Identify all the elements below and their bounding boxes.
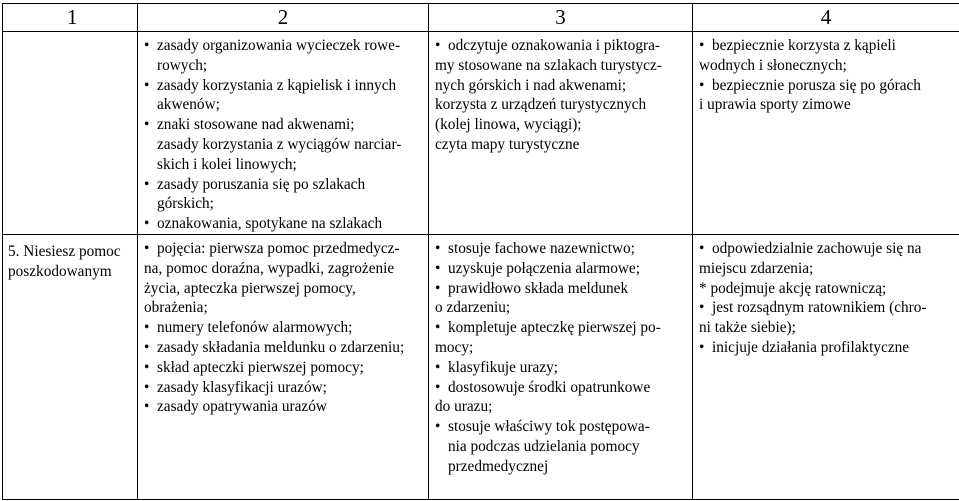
- cell-text: (kolej linowa, wyciągi);: [435, 116, 582, 134]
- cell-line: [435, 298, 688, 318]
- cell-text: odpowiedzialnie zachowuje się na: [712, 239, 922, 257]
- curriculum-table: [2, 3, 959, 500]
- cell-line: [144, 214, 424, 234]
- cell-line: [435, 56, 688, 76]
- row1-topic-cell: [3, 32, 138, 235]
- cell-text: stosuje fachowe nazewnictwo;: [448, 239, 635, 257]
- bullet-icon: •: [699, 338, 705, 356]
- row2-skills-cell: [429, 234, 693, 499]
- cell-text: znaki stosowane nad akwenami;: [157, 116, 355, 134]
- column-number-3: 3: [429, 4, 693, 32]
- cell-text: kompletuje apteczkę pierwszej po-: [448, 319, 661, 337]
- cell-line: [435, 279, 688, 299]
- bullet-icon: •: [699, 239, 705, 257]
- cell-line: [435, 318, 688, 338]
- cell-line: [144, 338, 424, 358]
- cell-line: [144, 397, 424, 417]
- cell-line: [435, 76, 688, 96]
- table-row: [3, 32, 959, 235]
- cell-text: zasady organizowania wycieczek rowe-: [157, 37, 401, 54]
- cell-text: odczytuje oznakowania i piktogra-: [448, 37, 660, 54]
- cell-line: [144, 115, 424, 135]
- bullet-icon: •: [144, 37, 150, 54]
- cell-text: korzysta z urządzeń turystycznych: [435, 96, 647, 114]
- cell-text: skład apteczki pierwszej pomocy;: [157, 358, 364, 376]
- bullet-icon: •: [435, 319, 441, 337]
- cell-text: przedmedycznej: [448, 457, 549, 475]
- cell-line: [144, 56, 424, 76]
- cell-line: [144, 76, 424, 96]
- bullet-icon: •: [144, 378, 150, 396]
- bullet-icon: •: [435, 37, 441, 54]
- cell-line: [435, 338, 688, 358]
- cell-text: numery telefonów alarmowych;: [157, 319, 353, 337]
- cell-line: [699, 56, 955, 76]
- bullet-icon: •: [144, 358, 150, 376]
- cell-text: do urazu;: [435, 398, 493, 416]
- cell-text: zasady klasyfikacji urazów;: [157, 378, 327, 396]
- cell-line: [435, 135, 688, 155]
- bullet-icon: •: [435, 358, 441, 376]
- cell-text: akwenów;: [157, 96, 220, 114]
- cell-text: uzyskuje połączenia alarmowe;: [448, 259, 640, 277]
- cell-line: [435, 239, 688, 259]
- cell-line: [144, 175, 424, 195]
- cell-text: o zdarzeniu;: [435, 299, 511, 317]
- cell-text: bezpiecznie porusza się po górach: [712, 76, 921, 94]
- table-row: [3, 234, 959, 499]
- cell-line: [144, 358, 424, 378]
- cell-text: prawidłowo składa meldunek: [448, 279, 629, 297]
- cell-text: czyta mapy turystyczne: [435, 135, 580, 153]
- cell-text: bezpiecznie korzysta z kąpieli: [712, 37, 896, 54]
- bullet-icon: •: [699, 299, 705, 317]
- cell-text: my stosowane na szlakach turystycz-: [435, 56, 662, 74]
- cell-line: [699, 259, 955, 279]
- cell-text: nia podczas udzielania pomocy: [448, 437, 640, 455]
- cell-line: [699, 76, 955, 96]
- bullet-icon: •: [144, 76, 150, 94]
- cell-line: [699, 95, 955, 115]
- cell-line: [435, 358, 688, 378]
- cell-text: * podejmuje akcję ratowniczą;: [699, 279, 887, 297]
- cell-text: miejscu zdarzenia;: [699, 259, 814, 277]
- cell-text: stosuje właściwy tok postępowa-: [448, 418, 650, 436]
- cell-text: ni także siebie);: [699, 319, 796, 337]
- cell-text: dostosowuje środki opatrunkowe: [448, 378, 651, 396]
- column-number-4: 4: [693, 4, 959, 32]
- cell-line: [435, 36, 688, 56]
- row1-attitudes-cell: [693, 32, 959, 235]
- cell-line: [699, 338, 955, 358]
- bullet-icon: •: [144, 116, 150, 134]
- cell-line: [435, 259, 688, 279]
- cell-line: [144, 378, 424, 398]
- bullet-icon: •: [435, 259, 441, 277]
- cell-line: [144, 95, 424, 115]
- cell-line: [144, 155, 424, 175]
- column-number-1: 1: [3, 4, 138, 32]
- cell-line: [435, 378, 688, 398]
- cell-line: [144, 318, 424, 338]
- cell-text: rowych;: [157, 56, 208, 74]
- cell-text: zasady składania meldunku o zdarzeniu;: [157, 338, 405, 356]
- column-number-2: 2: [138, 4, 429, 32]
- bullet-icon: •: [699, 76, 705, 94]
- cell-line: [435, 417, 688, 437]
- cell-text: nych górskich i nad akwenami;: [435, 76, 627, 94]
- bullet-icon: •: [435, 279, 441, 297]
- bullet-icon: •: [144, 215, 150, 233]
- bullet-icon: •: [144, 319, 150, 337]
- cell-line: [144, 239, 424, 259]
- bullet-icon: •: [435, 239, 441, 257]
- cell-line: [699, 239, 955, 259]
- cell-text: zasady opatrywania urazów: [157, 398, 327, 416]
- cell-line: [435, 437, 688, 457]
- cell-line: [144, 279, 424, 299]
- cell-line: poszkodowanym: [8, 262, 112, 280]
- cell-text: pojęcia: pierwsza pomoc przedmedycz-: [157, 239, 400, 257]
- cell-line: [699, 279, 955, 299]
- cell-text: jest rozsądnym ratownikiem (chro-: [712, 299, 927, 317]
- cell-line: [144, 259, 424, 279]
- cell-line: [435, 115, 688, 135]
- bullet-icon: •: [144, 338, 150, 356]
- bullet-icon: •: [435, 378, 441, 396]
- cell-line: [144, 194, 424, 214]
- cell-line: [144, 135, 424, 155]
- row2-topic-cell: [3, 234, 138, 499]
- cell-text: inicjuje działania profilaktyczne: [712, 338, 910, 356]
- cell-text: zasady korzystania z kąpielisk i innych: [157, 76, 397, 94]
- cell-line: [435, 95, 688, 115]
- cell-text: życia, apteczka pierwszej pomocy,: [144, 279, 356, 297]
- cell-text: zasady korzystania z wyciągów narciar-: [157, 135, 402, 153]
- header-row: [3, 4, 959, 32]
- cell-text: mocy;: [435, 338, 474, 356]
- cell-text: na, pomoc doraźna, wypadki, zagrożenie: [144, 259, 395, 277]
- bullet-icon: •: [144, 175, 150, 193]
- cell-line: [435, 457, 688, 477]
- cell-text: wodnych i słonecznych;: [699, 56, 847, 74]
- cell-text: obrażenia;: [144, 299, 208, 317]
- cell-text: górskich;: [157, 195, 214, 213]
- cell-text: skich i kolei linowych;: [157, 155, 297, 173]
- cell-text: oznakowania, spotykane na szlakach: [157, 215, 383, 233]
- cell-text: zasady poruszania się po szlakach: [157, 175, 366, 193]
- cell-line: [435, 397, 688, 417]
- cell-line: [699, 36, 955, 56]
- cell-line: 5. Niesiesz pomoc: [8, 242, 121, 260]
- row1-skills-cell: [429, 32, 693, 235]
- row2-attitudes-cell: [693, 234, 959, 499]
- cell-line: [144, 36, 424, 56]
- cell-line: [144, 298, 424, 318]
- bullet-icon: •: [699, 37, 705, 54]
- row2-content-cell: [138, 234, 429, 499]
- bullet-icon: •: [435, 418, 441, 436]
- cell-line: [699, 318, 955, 338]
- cell-text: i uprawia sporty zimowe: [699, 96, 851, 114]
- cell-line: [699, 298, 955, 318]
- row1-content-cell: [138, 32, 429, 235]
- cell-text: klasyfikuje urazy;: [448, 358, 559, 376]
- bullet-icon: •: [144, 239, 150, 257]
- bullet-icon: •: [144, 398, 150, 416]
